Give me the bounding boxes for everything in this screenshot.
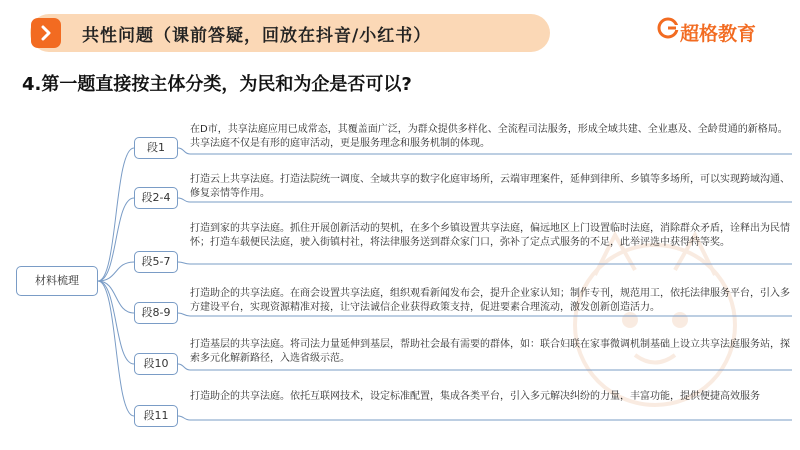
mindmap-node-para2-4: 段2-4 — [134, 187, 178, 209]
mindmap-desc-para10: 打造基层的共享法庭。将司法力量延伸到基层，帮助社会最有需要的群体，如：联合妇联在家事微调机制基础上设立共享法庭服务站，探索多元化解新路径，入选省级示范。 — [190, 339, 790, 364]
mindmap-desc-para11: 打造助企的共享法庭。依托互联网技术，设定标准配置，集成各类平台，引入多元解决纠纷的力量，丰富功能，提供便捷高效服务 — [190, 391, 760, 402]
question-heading: 4.第一题直接按主体分类，为民和为企是否可以? — [22, 74, 412, 95]
mindmap-desc-para5-7: 打造到家的共享法庭。抓住开展创新活动的契机，在多个乡镇设置共享法庭，偏远地区上门设置临时法庭，消除群众矛盾，诠释出为民情怀；打造车载便民法庭，驶入街镇村社，将法律服务送到群众家门口，弥补了定点式服务的不足，此举评选中获得特等奖。 — [190, 223, 790, 248]
mindmap-desc-para1: 在D市，共享法庭应用已成常态，其覆盖面广泛，为群众提供多样化、全流程司法服务，形成全域共建、全业惠及、全龄贯通的新格局。共享法庭不仅是有形的庭审活动，更是服务理念和服务机制的体现。 — [190, 124, 788, 149]
mindmap-node-para11: 段11 — [134, 405, 178, 427]
mindmap-node-para5-7: 段5-7 — [134, 251, 178, 273]
mindmap-node-para1: 段1 — [134, 137, 178, 159]
mindmap-root-node: 材料梳理 — [16, 266, 98, 296]
page-title: 共性问题（课前答疑，回放在抖音/小红书） — [82, 26, 432, 46]
mindmap-desc-para2-4: 打造云上共享法庭。打造法院统一调度、全域共享的数字化庭审场所，云端审理案件，延伸到律所、乡镇等多场所，可以实现跨域沟通、修复亲情等作用。 — [190, 174, 790, 199]
brand-logo-text: 超格教育 — [680, 23, 757, 45]
mindmap-node-para10: 段10 — [134, 353, 178, 375]
mindmap-desc-para8-9: 打造助企的共享法庭。在商会设置共享法庭，组织观看新闻发布会，提升企业家认知；制作专刊，规范用工，依托法律服务平台，引入多方建设平台，实现资源精准对接，让守法诚信企业获得政策支持，促进要素合理流动，激发创新创造活力。 — [190, 288, 790, 313]
mindmap-node-para8-9: 段8-9 — [134, 302, 178, 324]
